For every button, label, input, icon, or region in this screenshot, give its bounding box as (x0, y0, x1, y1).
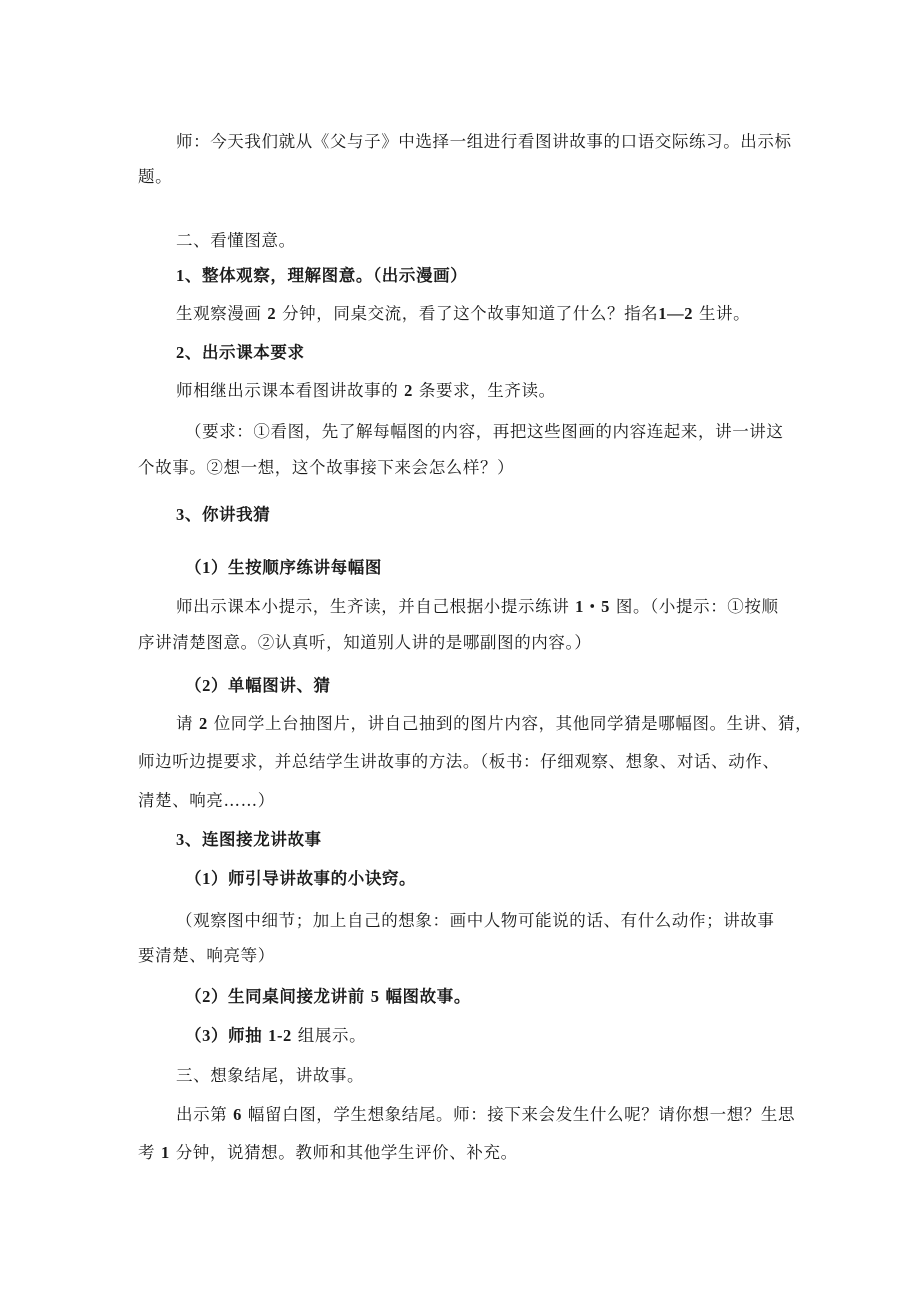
sub-1-text-part: 图。（小提示：①按顺 (615, 597, 779, 616)
section-3-text-part: 出示第 (176, 1105, 228, 1124)
item-1-text-part: 生讲。 (698, 304, 751, 323)
sub-2-line-2: 师边听边提要求，并总结学生讲故事的方法。（板书：仔细观察、想象、对话、动作、 (138, 752, 780, 771)
sub-1-heading-text: （1）生按顺序练讲每幅图 (185, 558, 382, 577)
chain-3-text-part: 组展示。 (297, 1026, 367, 1045)
item-1-text-part: 生观察漫画 (176, 304, 262, 323)
sub-2-heading-text: （2）单幅图讲、猜 (185, 676, 331, 695)
requirements-line-2: 个故事。②想一想，这个故事接下来会怎么样？） (138, 458, 515, 477)
item-1-text (176, 304, 750, 324)
chain-2-text-part: （2）生同桌间接龙讲前 (185, 987, 365, 1006)
sub-2-line-3: 清楚、响亮……） (138, 791, 275, 810)
chain-3 (185, 1026, 366, 1046)
item-2-text (176, 381, 556, 401)
section-2-heading: 二、看懂图意。 (176, 231, 296, 250)
item-3-heading-text: 3、你讲我猜 (176, 505, 271, 524)
sub-1-heading (185, 558, 382, 578)
item-1-number: 2 (267, 304, 277, 323)
item-3-heading (176, 505, 270, 525)
item-1-text-part: 分钟，同桌交流，看了这个故事知道了什么？指名 (282, 304, 659, 323)
item-3b-heading-text: 3、连图接龙讲故事 (176, 830, 322, 849)
section-3-line-2 (138, 1143, 518, 1163)
sub-2-number: 2 (198, 714, 208, 733)
item-2-text-part: 师相继出示课本看图讲故事的 (176, 381, 399, 400)
sub-2-line-1 (176, 714, 812, 734)
sub-1-text-part: 师出示课本小提示，生齐读，并自己根据小提示练讲 (176, 597, 570, 616)
chain-1 (185, 869, 416, 889)
section-3-text-part: 考 (138, 1143, 156, 1162)
sub-1-line-2: 序讲清楚图意。②认真听，知道别人讲的是哪副图的内容。） (138, 633, 592, 652)
item-2-heading (176, 343, 305, 363)
requirements-line-1: （要求：①看图，先了解每幅图的内容，再把这些图画的内容连起来，讲一讲这 (185, 422, 784, 441)
chain-1-text: （1）师引导讲故事的小诀窍。 (185, 869, 417, 888)
sub-2-text-part: 请 (176, 714, 194, 733)
intro-line-1: 师：今天我们就从《父与子》中选择一组进行看图讲故事的口语交际练习。出示标 (176, 132, 792, 151)
chain-3-text-part: （3）师抽 (185, 1026, 263, 1045)
sub-1-line-1 (176, 597, 779, 617)
section-3-text-part: 幅留白图，学生想象结尾。师：接下来会发生什么呢？请你想一想？生思 (247, 1105, 796, 1124)
chain-2 (185, 987, 471, 1007)
item-1-heading-text: 1、整体观察，理解图意。（出示漫画） (176, 266, 468, 285)
section-3-number: 6 (233, 1105, 243, 1124)
sub-1-number: 1・5 (575, 597, 610, 616)
item-2-heading-text: 2、出示课本要求 (176, 343, 305, 362)
item-2-number: 2 (404, 381, 414, 400)
intro-line-2: 题。 (138, 167, 173, 186)
sub-2-text-part: 位同学上台抽图片，讲自己抽到的图片内容，其他同学猜是哪幅图。生讲、猜， (213, 714, 813, 733)
item-3b-heading (176, 830, 322, 850)
sub-2-heading (185, 676, 331, 696)
section-3-text-part: 分钟，说猜想。教师和其他学生评价、补充。 (175, 1143, 518, 1162)
item-2-text-part: 条要求，生齐读。 (418, 381, 556, 400)
chain-1-note-line-1: （观察图中细节；加上自己的想象：画中人物可能说的话、有什么动作；讲故事 (176, 911, 775, 930)
section-3-number: 1 (160, 1143, 170, 1162)
intro-paragraph (176, 132, 792, 152)
chain-3-number: 1-2 (268, 1026, 292, 1045)
chain-2-text-part: 幅图故事。 (385, 987, 471, 1006)
chain-1-note-line-2: 要清楚、响亮等） (138, 946, 275, 965)
section-3-line-1 (176, 1105, 795, 1125)
item-1-heading (176, 266, 467, 286)
item-1-number: 1—2 (658, 304, 694, 323)
chain-2-number: 5 (370, 987, 380, 1006)
section-3-heading: 三、想象结尾，讲故事。 (176, 1066, 365, 1085)
